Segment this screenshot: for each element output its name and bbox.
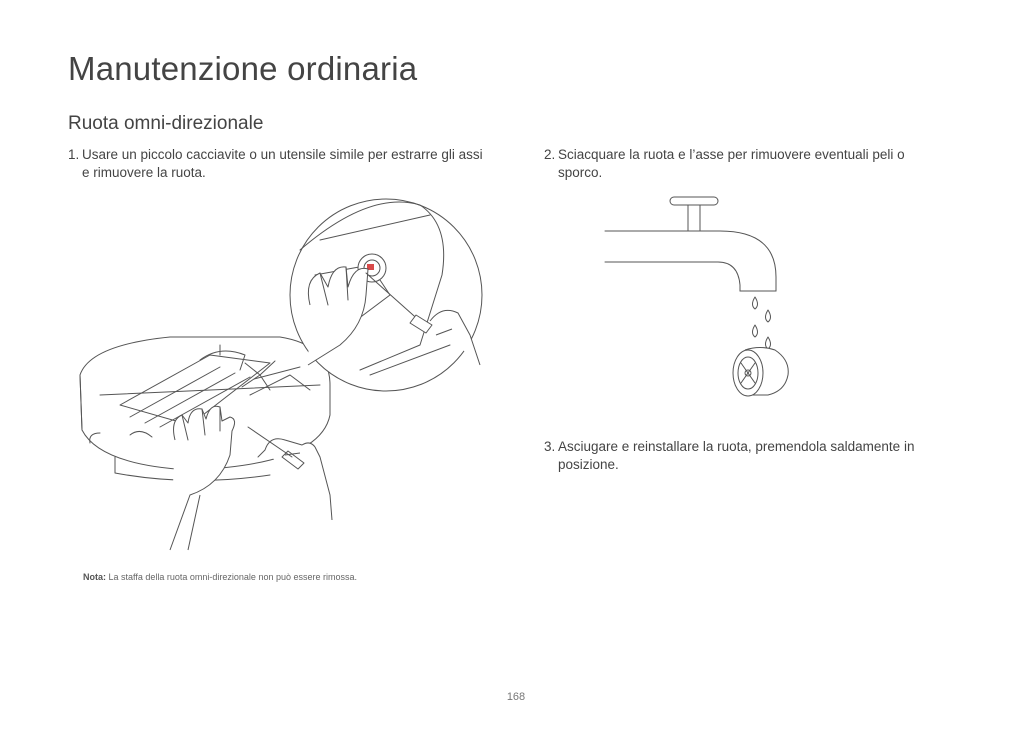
section-subtitle: Ruota omni-direzionale (68, 113, 264, 134)
omni-wheel (733, 348, 788, 397)
note (83, 572, 357, 582)
step-3-number: 3. (544, 439, 556, 454)
step-3-text: Asciugare e reinstallare la ruota, premendola saldamente in posizione. (558, 439, 915, 472)
page-title: Manutenzione ordinaria (68, 50, 418, 87)
faucet-rinse-illustration (600, 195, 800, 405)
water-drops (753, 297, 771, 349)
note-text: La staffa della ruota omni-direzionale non può essere rimossa. (108, 572, 357, 582)
step-1 (68, 146, 488, 182)
step-1-text: Usare un piccolo cacciavite o un utensile simile per estrarre gli assi e rimuovere la ruota. (82, 147, 483, 180)
page-number: 168 (506, 691, 526, 703)
faucet (605, 197, 776, 291)
robot-wheel-removal-illustration (70, 195, 490, 555)
step-2-number: 2. (544, 147, 556, 162)
step-1-number: 1. (68, 147, 80, 162)
step-2 (544, 146, 944, 182)
step-3 (544, 438, 949, 474)
note-label: Nota: (83, 572, 106, 582)
magnified-wheel-detail (290, 199, 482, 391)
step-2-text: Sciacquare la ruota e l’asse per rimuovere eventuali peli o sporco. (558, 147, 905, 180)
